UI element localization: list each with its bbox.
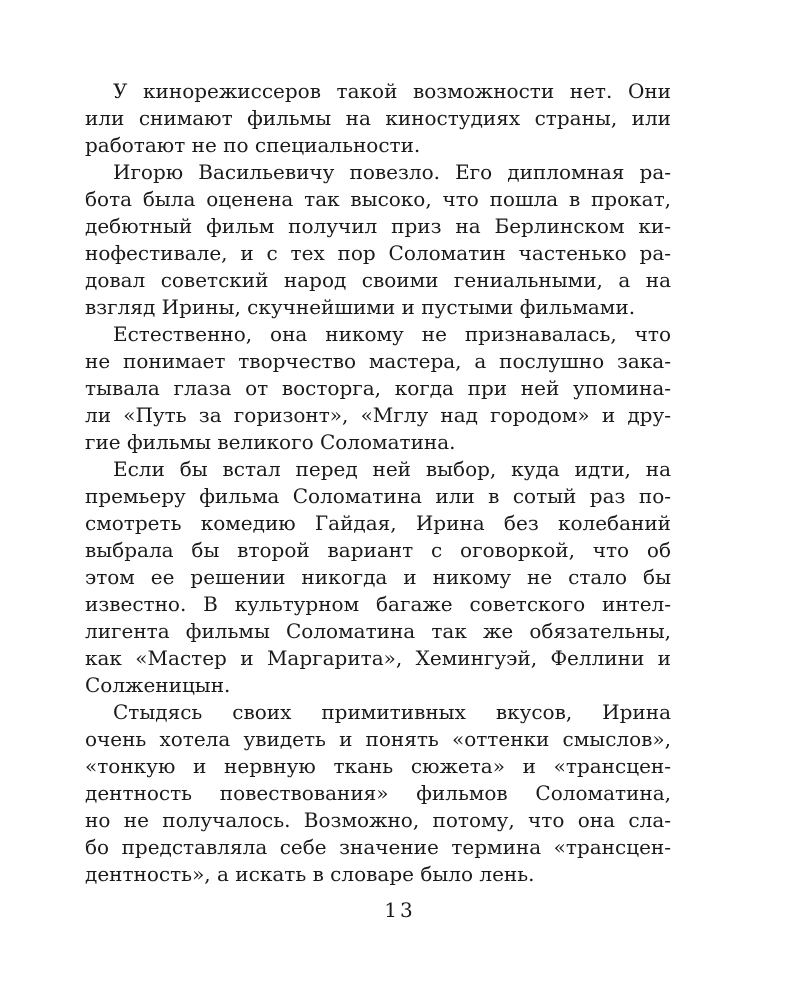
page-number: 13 (384, 898, 416, 922)
paragraph-first-line: Игорю Васильевичу повезло. Его дипломная ра- (113, 160, 671, 184)
text-line: как «Мастер и Маргарита», Хемингуэй, Феллини и (85, 646, 671, 670)
text-line: выбрала бы второй вариант с оговоркой, что об (85, 538, 671, 562)
text-line: тывала глаза от восторга, когда при ней упомина- (85, 376, 671, 400)
paragraph-first-line: Стыдясь своих примитивных вкусов, Ирина (113, 700, 671, 724)
text-line: смотреть комедию Гайдая, Ирина без колебаний (85, 511, 671, 535)
text-line: лигента фильмы Соломатина так же обязательны, (85, 619, 671, 643)
text-line: нофестивале, и с тех пор Соломатин частенько ра- (85, 241, 671, 265)
text-line: взгляд Ирины, скучнейшими и пустыми фильмами. (85, 295, 636, 319)
text-line: «тонкую и нервную ткань сюжета» и «трансцен- (85, 754, 671, 778)
text-line: премьеру фильма Соломатина или в сотый раз по- (85, 484, 671, 508)
text-line: бота была оценена так высоко, что пошла в прокат, (85, 187, 671, 211)
text-line: ли «Путь за горизонт», «Мглу над городом» и дру- (85, 403, 671, 427)
text-line: бо представляла себе значение термина «трансцен- (85, 835, 671, 859)
text-line: дебютный фильм получил приз на Берлинском ки- (85, 214, 671, 238)
text-line: работают не по специальности. (85, 133, 421, 157)
text-line: Солженицын. (85, 673, 231, 697)
text-line: дентность», а искать в словаре было лень. (85, 862, 535, 886)
text-line: но не получалось. Возможно, потому, что она сла- (85, 808, 671, 832)
text-line: гие фильмы великого Соломатина. (85, 430, 456, 454)
paragraph-first-line: Естественно, она никому не признавалась, что (113, 322, 671, 346)
text-line: известно. В культурном багаже советского интел- (85, 592, 671, 616)
paragraph-first-line: У кинорежиссеров такой возможности нет. Они (113, 79, 671, 103)
text-line: очень хотела увидеть и понять «оттенки смыслов», (85, 727, 671, 751)
text-line: или снимают фильмы на киностудиях страны, или (85, 106, 671, 130)
body-text (85, 78, 673, 888)
text-line: довал советский народ своими гениальными, а на (85, 268, 671, 292)
paragraph-first-line: Если бы встал перед ней выбор, куда идти, на (113, 457, 671, 481)
text-line: этом ее решении никогда и никому не стало бы (85, 565, 671, 589)
text-line: дентность повествования» фильмов Соломатина, (85, 781, 671, 805)
text-line: не понимает творчество мастера, а послушно зака- (85, 349, 671, 373)
